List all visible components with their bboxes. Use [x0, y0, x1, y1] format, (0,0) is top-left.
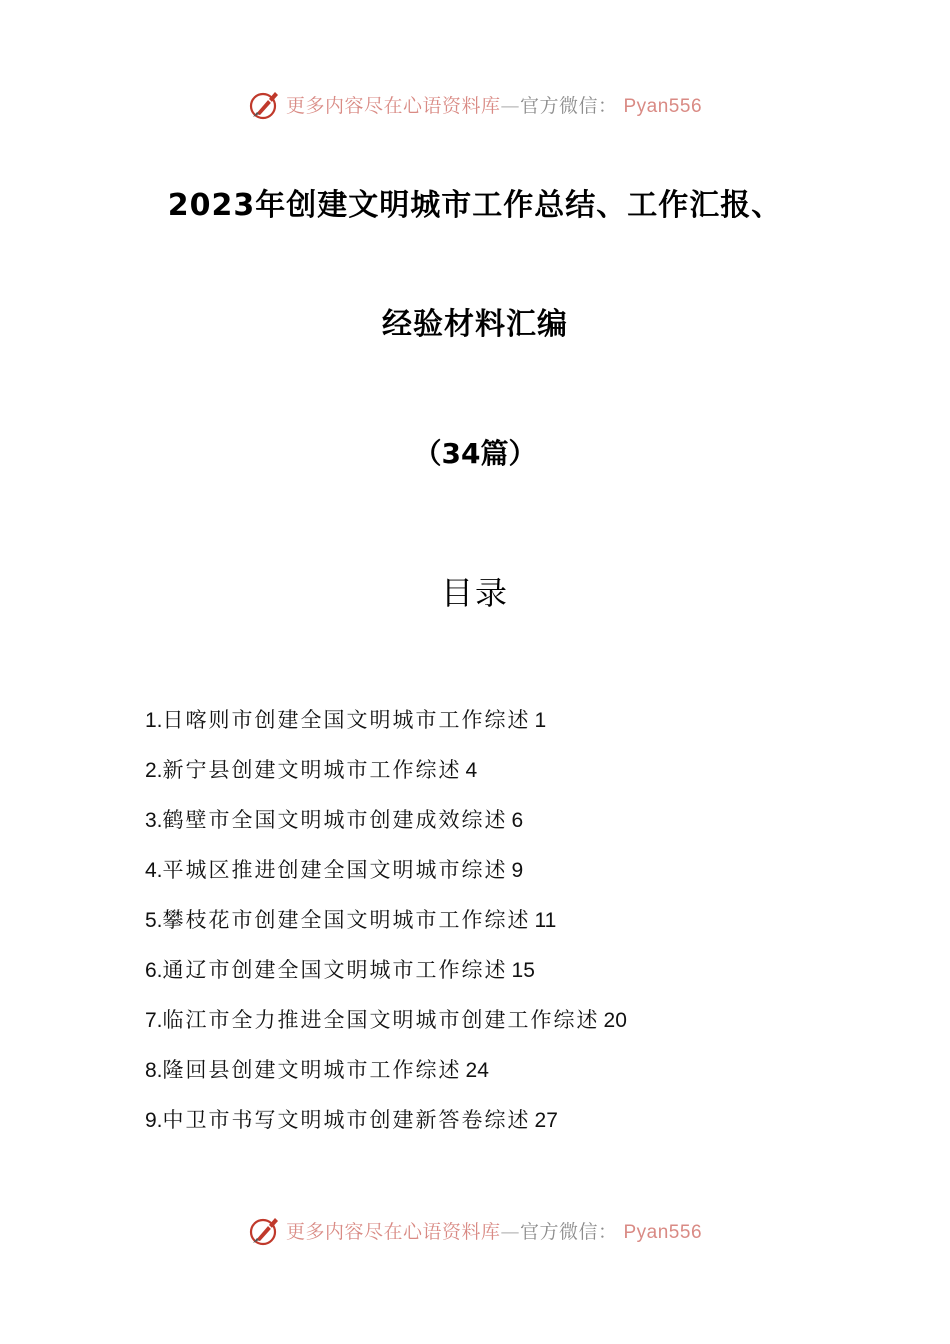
toc-item-number: 1.: [145, 709, 163, 732]
toc-item[interactable]: [145, 700, 627, 750]
watermark-dash: —: [500, 94, 520, 117]
toc-item[interactable]: [145, 900, 627, 950]
document-subtitle: （34篇）: [413, 437, 537, 470]
toc-item-number: 8.: [145, 1059, 163, 1082]
watermark-text: [286, 1217, 702, 1244]
toc-item-page: 1: [534, 709, 547, 732]
watermark-label: 更多内容尽在心语资料库: [285, 1220, 501, 1243]
toc-item-text: 鹤壁市全国文明城市创建成效综述: [162, 808, 508, 832]
toc-list: [145, 700, 627, 1150]
watermark-official: 官方微信：: [519, 1220, 618, 1243]
toc-heading: 目录: [440, 574, 509, 612]
toc-item-page: 9: [511, 859, 524, 882]
watermark-label: 更多内容尽在心语资料库: [285, 94, 501, 117]
toc-item[interactable]: [145, 1050, 627, 1100]
toc-item-text: 平城区推进创建全国文明城市综述: [162, 858, 508, 882]
watermark-text: [286, 91, 702, 118]
toc-item-page: 27: [534, 1109, 558, 1132]
watermark-dash: —: [500, 1220, 520, 1243]
watermark-id: Pyan556: [623, 1221, 703, 1243]
toc-item-number: 7.: [145, 1009, 163, 1032]
toc-item[interactable]: [145, 950, 627, 1000]
toc-item-page: 6: [511, 809, 524, 832]
toc-item-text: 隆回县创建文明城市工作综述: [162, 1058, 462, 1082]
watermark-id: Pyan556: [623, 95, 703, 117]
header-watermark: [0, 84, 950, 124]
toc-item[interactable]: [145, 1100, 627, 1150]
toc-item[interactable]: [145, 800, 627, 850]
toc-item-page: 4: [465, 759, 478, 782]
toc-item-page: 24: [465, 1059, 489, 1082]
toc-item-number: 9.: [145, 1109, 163, 1132]
toc-item-page: 20: [603, 1009, 627, 1032]
quill-pen-logo-icon: [248, 1213, 282, 1247]
toc-item-text: 新宁县创建文明城市工作综述: [162, 758, 462, 782]
document-title-line2: 经验材料汇编: [382, 307, 568, 342]
toc-item-page: 11: [534, 909, 557, 932]
toc-item[interactable]: [145, 1000, 627, 1050]
toc-item-text: 通辽市创建全国文明城市工作综述: [162, 958, 508, 982]
footer-watermark: [0, 1210, 950, 1250]
quill-pen-logo-icon: [248, 87, 282, 121]
toc-item-text: 攀枝花市创建全国文明城市工作综述: [162, 908, 531, 932]
document-title-line1: 2023年创建文明城市工作总结、工作汇报、: [167, 188, 783, 223]
toc-item-page: 15: [511, 959, 535, 982]
toc-item-text: 中卫市书写文明城市创建新答卷综述: [162, 1108, 531, 1132]
watermark-official: 官方微信：: [519, 94, 618, 117]
toc-item-number: 2.: [145, 759, 163, 782]
toc-item-number: 4.: [145, 859, 163, 882]
toc-item-text: 临江市全力推进全国文明城市创建工作综述: [162, 1008, 600, 1032]
toc-item-text: 日喀则市创建全国文明城市工作综述: [162, 708, 531, 732]
toc-item-number: 5.: [145, 909, 163, 932]
toc-item[interactable]: [145, 850, 627, 900]
toc-item[interactable]: [145, 750, 627, 800]
toc-item-number: 3.: [145, 809, 163, 832]
toc-item-number: 6.: [145, 959, 163, 982]
